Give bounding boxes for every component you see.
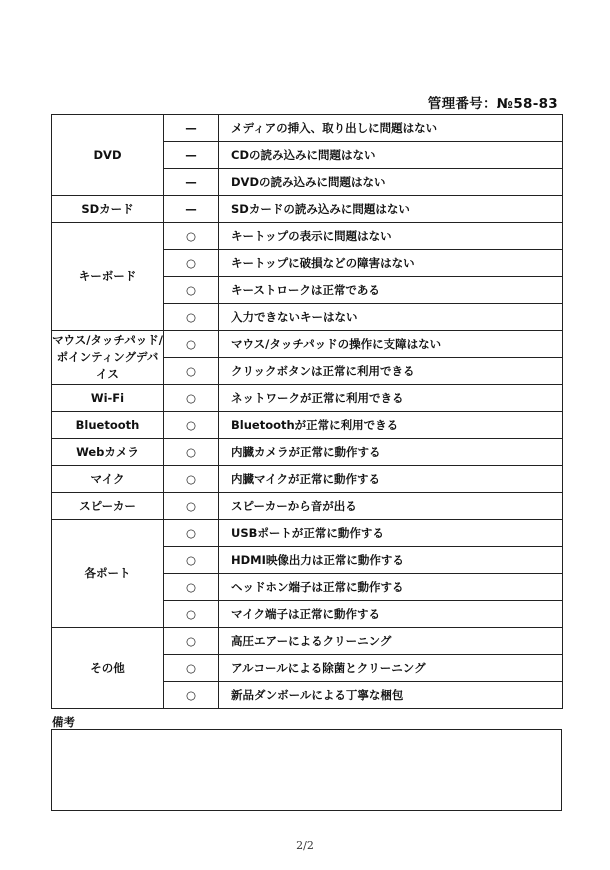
check-item-cell: マウス/タッチパッドの操作に支障はない [219, 331, 563, 358]
checklist-row [52, 223, 563, 250]
check-mark-cell: ○ [164, 358, 219, 385]
inspection-checklist-table [51, 114, 563, 709]
category-cell: Bluetooth [52, 412, 164, 439]
check-mark-cell: ○ [164, 655, 219, 682]
category-cell: スピーカー [52, 493, 164, 520]
check-mark-cell: ○ [164, 277, 219, 304]
remarks-box [51, 729, 562, 811]
check-item-cell: キートップの表示に問題はない [219, 223, 563, 250]
category-cell: SDカード [52, 196, 164, 223]
check-mark-cell: ○ [164, 412, 219, 439]
checklist-row [52, 520, 563, 547]
check-item-cell: キーストロークは正常である [219, 277, 563, 304]
category-cell: その他 [52, 628, 164, 709]
check-mark-cell: ○ [164, 385, 219, 412]
check-mark-cell: ○ [164, 331, 219, 358]
checklist-row [52, 493, 563, 520]
category-cell: 各ポート [52, 520, 164, 628]
check-item-cell: ネットワークが正常に利用できる [219, 385, 563, 412]
category-cell: マイク [52, 466, 164, 493]
check-item-cell: 内臓マイクが正常に動作する [219, 466, 563, 493]
check-item-cell: 内臓カメラが正常に動作する [219, 439, 563, 466]
checklist-row [52, 331, 563, 358]
checklist-row [52, 628, 563, 655]
remarks-label: 備考 [52, 715, 75, 729]
check-mark-cell: ○ [164, 223, 219, 250]
category-cell: キーボード [52, 223, 164, 331]
check-item-cell: SDカードの読み込みに問題はない [219, 196, 563, 223]
check-item-cell: USBポートが正常に動作する [219, 520, 563, 547]
check-item-cell: DVDの読み込みに問題はない [219, 169, 563, 196]
checklist-row [52, 385, 563, 412]
checklist-row [52, 412, 563, 439]
checklist-row [52, 466, 563, 493]
check-mark-cell: ○ [164, 574, 219, 601]
category-cell: Webカメラ [52, 439, 164, 466]
check-mark-cell: ○ [164, 493, 219, 520]
check-mark-cell: ○ [164, 466, 219, 493]
checklist-row [52, 115, 563, 142]
check-item-cell: CDの読み込みに問題はない [219, 142, 563, 169]
check-item-cell: メディアの挿入、取り出しに問題はない [219, 115, 563, 142]
check-item-cell: アルコールによる除菌とクリーニング [219, 655, 563, 682]
check-mark-cell: ○ [164, 250, 219, 277]
check-item-cell: 新品ダンボールによる丁寧な梱包 [219, 682, 563, 709]
check-mark-cell: ○ [164, 682, 219, 709]
check-item-cell: クリックボタンは正常に利用できる [219, 358, 563, 385]
check-mark-cell: — [164, 142, 219, 169]
check-mark-cell: ○ [164, 439, 219, 466]
check-item-cell: ヘッドホン端子は正常に動作する [219, 574, 563, 601]
check-mark-cell: ○ [164, 601, 219, 628]
check-mark-cell: — [164, 115, 219, 142]
check-item-cell: マイク端子は正常に動作する [219, 601, 563, 628]
check-item-cell: 入力できないキーはない [219, 304, 563, 331]
checklist-row [52, 196, 563, 223]
category-cell: DVD [52, 115, 164, 196]
check-item-cell: 高圧エアーによるクリーニング [219, 628, 563, 655]
check-mark-cell: ○ [164, 520, 219, 547]
category-cell: Wi-Fi [52, 385, 164, 412]
check-item-cell: Bluetoothが正常に利用できる [219, 412, 563, 439]
check-item-cell: キートップに破損などの障害はない [219, 250, 563, 277]
check-mark-cell: ○ [164, 547, 219, 574]
check-mark-cell: ○ [164, 304, 219, 331]
check-item-cell: HDMI映像出力は正常に動作する [219, 547, 563, 574]
checklist-body [52, 115, 563, 709]
management-number: 管理番号：№58-83 [427, 96, 558, 112]
check-mark-cell: — [164, 196, 219, 223]
checklist-row [52, 439, 563, 466]
page-number: 2/2 [296, 839, 314, 852]
category-cell: マウス/タッチパッド/ポインティングデバイス [52, 331, 164, 385]
check-mark-cell: ○ [164, 628, 219, 655]
check-mark-cell: — [164, 169, 219, 196]
check-item-cell: スピーカーから音が出る [219, 493, 563, 520]
